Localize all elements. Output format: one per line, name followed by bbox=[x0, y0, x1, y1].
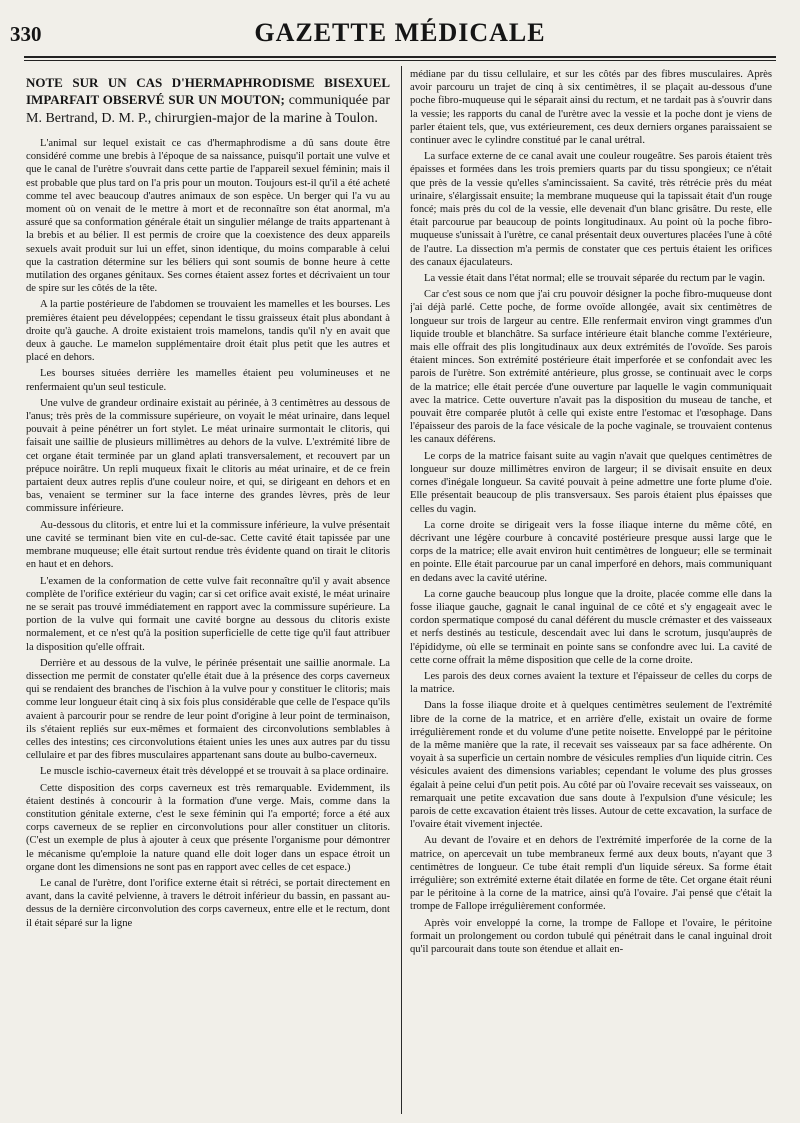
paragraph: Le muscle ischio-caverneux était très développé et se trouvait à sa place ordinaire. bbox=[40, 766, 389, 778]
left-column bbox=[26, 68, 390, 1118]
paragraph: Le canal de l'urètre, dont l'orifice externe était si rétréci, se portait directement en avant, dans la cavité pelvienne, à travers le détroit inférieur du bassin, en passant au-dessus de la dernière circonvolution des corps caverneux, entre elle et le rectum, dont il était séparé sur la ligne bbox=[26, 877, 390, 929]
page-header bbox=[0, 0, 800, 62]
journal-title: GAZETTE MÉDICALE bbox=[254, 18, 546, 47]
right-column bbox=[410, 68, 772, 1118]
paragraph: La corne droite se dirigeait vers la fosse iliaque interne du même côté, en décrivant une légère courbure à concavité postérieure presque aussi large que le corps de la matrice; elle avait environ huit centimètres de longueur; elle se terminait en pointe. Elle était parcourue par un canal imperforé en dehors, mais communiquant en dedans avec la cavité utérine. bbox=[410, 519, 772, 584]
paragraph: La vessie était dans l'état normal; elle se trouvait séparée du rectum par le vagin. bbox=[424, 273, 766, 285]
page-number: 330 bbox=[10, 22, 42, 46]
paragraph: Les parois des deux cornes avaient la texture et l'épaisseur de celles du corps de la matrice. bbox=[410, 670, 772, 696]
article-byline: communiquée par M. Bertrand, D. M. P., chirurgien-major de la marine à Toulon. bbox=[26, 93, 390, 126]
paragraph: Cette disposition des corps caverneux est très remarquable. Evidemment, ils étaient destinés à concourir à la formation d'une verge. Mais, comme dans la constitution génitale externe, c'est le sexe féminin qui l'a emporté; force a été aux corps caverneux de se replier en circonvolutions pour aller constituer un clitoris. (C'est un exemple de plus à ajouter à ceux que présente l'organisme pour démontrer le mécanisme qu'emploie la nature quand elle doit loger dans un espace étroit un organe dont les dimensions ne sont pas en rapport avec celles de cet espace.) bbox=[26, 782, 390, 873]
paragraph-continued: médiane par du tissu cellulaire, et sur les côtés par des fibres musculaires. Après avoir parcouru un trajet de cinq à six centimètres, il se plaçait au-dessous d'une poche fibro-muqueuse qui le séparait ainsi du rectum, et ne tardait pas à s'ouvrir dans la vessie; les rapports du canal de l'urètre avec la vessie et la poche dont je viens de parler étaient tels, que, vus extérieurement, ces deux derniers organes paraissaient se continuer avec le cylindre constitué par le canal urétral. bbox=[410, 69, 772, 147]
paragraph: Dans la fosse iliaque droite et à quelques centimètres seulement de l'extrémité libre de la corne de la matrice, et en arrière d'elle, existait un ovaire de forme irrégulièrement ronde et du volume d'une petite noisette. Enveloppé par le péritoine de la même manière que la rate, il recevait ses vaisseaux par sa face adhérente. On voyait à sa superficie un certain nombre de vésicules remplies d'un liquide citrin. Ces vésicules avaient des dimensions variables; cependant le volume des plus grosses égalait à peine celui d'un petit pois. Au côté par où l'ovaire recevait ses vaisseaux, on remarquait une petite excavation due sans doute à l'expulsion d'une vésicule; les parois de cette excavation étaient très lisses. Autour de cette excavation, la surface de l'ovaire était vivement injectée. bbox=[410, 700, 772, 831]
paragraph: Après voir enveloppé la corne, la trompe de Fallope et l'ovaire, le péritoine formait un prolongement ou cordon tubulé qui pénétrait dans le canal inguinal droit qu'il parcourait dans toute son étendue et allait en- bbox=[410, 917, 772, 955]
paragraph: La surface externe de ce canal avait une couleur rougeâtre. Ses parois étaient très épaisses et formées dans les trois premiers quarts par du tissu spongieux; ce n'était que près de la vessie qu'elles s'amincissaient. Sa cavité, très rétrécie près du méat urinaire, s'élargissait ensuite; la membrane muqueuse qui la tapissait était d'un rouge foncé; mais près du col de la vessie, elle devenait d'un blanc grisâtre. Du reste, elle était parcourue par beaucoup de points longitudinaux. Au point où la poche fibro-muqueuse s'unissait à l'urètre, ce canal présentait deux ouvertures placées l'une à côté de l'autre. La dissection m'a permis de constater que ces pertuis étaient les orifices des canaux éjaculateurs. bbox=[410, 151, 772, 268]
paragraph: Au-dessous du clitoris, et entre lui et la commissure inférieure, la vulve présentait une cavité se terminant bien vite en cul-de-sac. Cette cavité était tapissée par une membrane muqueuse; elle était surtout rendue très évidente quand on tirait le clitoris en haut et en dehors. bbox=[26, 519, 390, 571]
paragraph: L'examen de la conformation de cette vulve fait reconnaître qu'il y avait absence complète de l'orifice extérieur du vagin; car si cet orifice avait existé, le méat urinaire ne se serait pas trouvé immédiatement en rapport avec la commissure supérieure. La portion de la vulve qui formait une cavité borgne au dessous du clitoris existe normalement, et ce n'est qu'à la position superficielle de cette tige qu'il faut attribuer la disposition qu'elle offrait. bbox=[26, 575, 390, 653]
paragraph: Derrière et au dessous de la vulve, le périnée présentait une saillie anormale. La dissection me permit de constater qu'elle était due à la présence des corps caverneux qui se rendaient des branches de l'ischion à la vulve pour y constituer le clitoris; mais comme leur longueur était cinq à six fois plus considérable que celle de l'espace qu'ils avaient à parcourir pour se rendre de leur point d'origine à leur point de terminaison, ils s'étaient repliés sur eux-mêmes et formaient des circonvolutions semblables à celles des intestins; ces circonvolutions étaient unies les unes aux autres par du tissu cellulaire et par des fibres musculaires appartenant sans doute au bulbo-caverneux. bbox=[26, 657, 390, 762]
paragraph: Le corps de la matrice faisant suite au vagin n'avait que quelques centimètres de longueur sur douze millimètres environ de largeur; il se divisait ensuite en deux cornes d'inégale longueur. Sa cavité pouvait à peine admettre une forte plume d'oie. Elle présentait beaucoup de plis transversaux. Ses parois étaient plus épaisses que celles du vagin. bbox=[410, 450, 772, 515]
column-divider bbox=[401, 66, 402, 1114]
header-rule-thin bbox=[24, 60, 776, 61]
header-rule bbox=[24, 56, 776, 58]
article-title: NOTE SUR UN CAS D'HERMAPHRODISME BISEXUEL IMPARFAIT OBSERVÉ SUR UN MOUTON; bbox=[26, 75, 390, 107]
paragraph: Les bourses situées derrière les mamelles étaient peu volumineuses et ne renfermaient qu'un seul testicule. bbox=[26, 368, 390, 393]
paragraph: Une vulve de grandeur ordinaire existait au périnée, à 3 centimètres au dessous de l'anus; très près de la commissure supérieure, on voyait le méat urinaire, dans lequel pouvait à peine pénétrer un fort stylet. Le méat urinaire surmontait le clitoris, qui faisait une saillie de plusieurs millimètres au dehors de la vulve. L'extrémité libre de cet organe était terminée par un gland aplati transversalement, et recouvert par un prépuce noirâtre. Un repli muqueux fixait le clitoris au méat urinaire, et de ce frein partaient deux autres replis d'une couleur noire, et qui, se dirigeant en dehors et en bas, venaient se terminer sur la face interne des grandes lèvres, près de leur commissure inférieure. bbox=[26, 397, 390, 515]
article-heading bbox=[26, 74, 390, 127]
paragraph: A la partie postérieure de l'abdomen se trouvaient les mamelles et les bourses. Les premières étaient peu développées; cependant le tissu graisseux était plus abondant à droite qu'à gauche. A droite existaient trois mamelons, tandis qu'il n'y en avait que deux à gauche. Le mamelon supplémentaire droit était plus petit que les autres et placé en dehors. bbox=[26, 299, 390, 364]
paragraph: Au devant de l'ovaire et en dehors de l'extrémité imperforée de la corne de la matrice, on apercevait un tube membraneux fermé aux deux bouts, n'ayant que 3 centimètres de longueur. Ce tube était rempli d'un liquide séreux. Sa forme était irrégulière; son extrémité externe était dilatée en forme de tête. Cet organe était réuni par le péritoine à la corne de la matrice, ainsi qu'à l'ovaire. J'ai pensé que c'était la trompe de Fallope irrégulièrement conformée. bbox=[410, 835, 772, 913]
paragraph: Car c'est sous ce nom que j'ai cru pouvoir désigner la poche fibro-muqueuse dont j'ai déjà parlé. Cette poche, de forme ovoïde allongée, avait six centimètres de longueur sur trois de largeur au centre. Elle renfermait environ vingt grammes d'un liquide trouble et blanchâtre. Sa surface intérieure était blanche comme l'extérieure, mais elle offrait des plis longitudinaux aux deux extrémités de l'ovoïde. Ses parois étaient minces. Son extrémité postérieure était imperforée et se confondait avec les parois de l'urètre. Son extrémité antérieure, plus grosse, se continuait avec le corps de la matrice; elle était percée d'une ouverture par laquelle le vagin communiquait avec la matrice. Cette ouverture n'avait pas la disposition du museau de tanche, et pouvait être comparée plutôt à celle qui existe entre l'estomac et l'œsophage. Dans l'épaisseur des parois de la face vésicale de la poche vaginale, se trouvaient contenus les canaux déférens. bbox=[410, 289, 772, 446]
paragraph: L'animal sur lequel existait ce cas d'hermaphrodisme a dû sans doute être considéré comme une brebis à l'époque de sa naissance, puisqu'il portait une vulve et que le canal de l'urètre s'ouvrait dans cette partie de l'appareil sexuel féminin; mais il est probable que plus tard on l'a pris pour un mouton. Toujours est-il qu'il a été acheté comme tel avec beaucoup d'autres animaux de son espèce. Un berger qui l'a vu au moment où on venait de le mettre à mort et de reconnaître son état anormal, m'a assuré que sa conformation générale était un singulier mélange de traits appartenant à la brebis et au bélier. Il est permis de croire que la coexistence des deux appareils sexuels avait produit sur lui un effet, sinon identique, du moins comparable à celui que la castration détermine sur les béliers qui sont soumis de bonne heure à cette mutilation des organes génitaux. Ses cornes étaient assez fortes et décrivaient un tour de spire sur les côtés de la tête. bbox=[26, 138, 390, 295]
paragraph: La corne gauche beaucoup plus longue que la droite, placée comme elle dans la fosse iliaque gauche, gagnait le canal inguinal de ce côté et s'y engageait avec le cordon spermatique composé du canal déférent du muscle crémaster et des vaisseaux et nerfs destinés au testicule, descendait avec lui dans le scrotum, jusqu'auprès de l'épididyme, où elle se terminait en pointe sans se confondre avec lui. La cavité de cette corne offrait la même disposition que celle de la corne droite. bbox=[410, 588, 772, 666]
